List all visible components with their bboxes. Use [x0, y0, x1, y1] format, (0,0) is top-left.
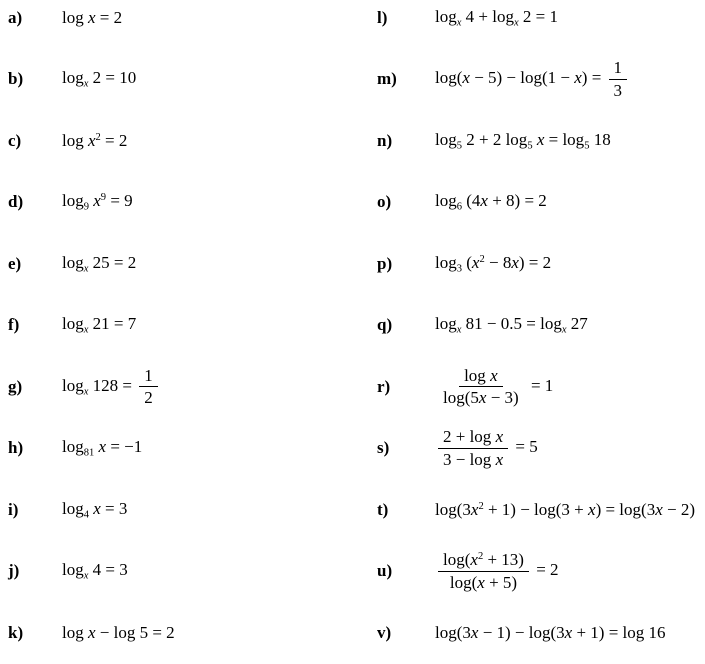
math-token-r: 2 = 10 — [88, 68, 137, 88]
math-token-r: ) = — [581, 68, 606, 88]
problem-label: p) — [377, 253, 393, 273]
math-token-i: x — [480, 191, 488, 211]
math-token-i: x — [87, 7, 96, 27]
math-token-r: 3 — [613, 80, 623, 100]
math-token-r: = 9 — [106, 191, 133, 211]
math-token-r: 2 — [144, 388, 153, 408]
math-token-i: x — [462, 68, 470, 88]
math-token-r: log — [62, 191, 84, 211]
problem-row — [0, 110, 352, 172]
problem-label: c) — [8, 130, 22, 150]
math-token-r: 2 + log — [443, 427, 496, 447]
math-token-r: 25 = 2 — [88, 252, 137, 272]
equation — [62, 68, 136, 90]
math-token-subi: x — [456, 325, 462, 337]
math-token-r: = log — [544, 129, 585, 149]
fraction-denominator — [445, 572, 522, 593]
math-token-r: log — [62, 130, 88, 150]
math-token-r: log — [464, 365, 491, 385]
problem-label: j) — [8, 561, 20, 581]
math-token-r: − 8 — [484, 252, 512, 272]
math-token-sub: 3 — [456, 263, 462, 275]
problem-label: q) — [377, 315, 393, 335]
problem-row — [352, 418, 705, 480]
math-token-r: log — [62, 7, 88, 27]
equation — [62, 131, 127, 151]
math-token-r: 1 — [613, 58, 623, 78]
fraction-numerator — [139, 366, 158, 388]
math-token-r: − log 5 = 2 — [95, 622, 175, 642]
problem-label: n) — [377, 130, 393, 150]
math-token-r: log — [62, 560, 84, 580]
math-token-r: 1 — [144, 365, 153, 385]
math-token-sup: 2 — [477, 551, 484, 563]
math-token-i: x — [470, 550, 478, 570]
problem-row — [352, 541, 705, 603]
problem-label: s) — [377, 438, 390, 458]
math-token-r: 3 − log — [443, 449, 496, 469]
problem-label: k) — [8, 622, 24, 642]
problem-row — [0, 295, 352, 357]
math-token-r: 4 + log — [461, 6, 514, 26]
fraction — [609, 58, 628, 100]
math-token-i: x — [98, 437, 107, 457]
math-token-i: x — [495, 449, 504, 469]
math-token-r: − 3) — [486, 388, 519, 408]
math-token-sup: 2 — [479, 254, 485, 266]
math-token-r: log — [435, 314, 457, 334]
math-token-subi: x — [513, 17, 519, 29]
math-token-r: − 1) − log(3 — [478, 622, 565, 642]
math-token-i: x — [588, 499, 596, 519]
math-token-r: log(5 — [443, 388, 479, 408]
problem-row — [352, 356, 705, 418]
math-token-i: x — [511, 252, 519, 272]
problem-label: t) — [377, 499, 389, 519]
math-token-i: x — [471, 252, 480, 272]
math-token-r: log — [435, 252, 457, 272]
equation — [435, 7, 558, 29]
math-token-sub: 5 — [456, 140, 462, 152]
fraction-numerator — [459, 366, 503, 388]
math-token-r: log — [62, 375, 84, 395]
math-token-subi: x — [456, 17, 462, 29]
math-token-r: 27 — [566, 314, 588, 334]
problem-row — [0, 172, 352, 234]
problem-row — [352, 602, 705, 664]
equation — [62, 191, 133, 213]
math-token-subi: x — [83, 386, 89, 398]
fraction-numerator — [609, 58, 628, 80]
equation — [435, 366, 553, 408]
math-token-r: log — [62, 252, 84, 272]
problem-label: h) — [8, 438, 24, 458]
fraction — [438, 427, 508, 469]
math-token-r: log — [62, 314, 84, 334]
math-token-r: = 5 — [511, 437, 538, 457]
problem-row — [0, 602, 352, 664]
math-token-r: + 1) = log 16 — [572, 622, 666, 642]
math-token-subi: x — [83, 325, 89, 337]
fraction-numerator — [438, 427, 508, 449]
math-token-r: 128 = — [88, 375, 137, 395]
math-token-i: x — [477, 572, 485, 592]
problem-label: e) — [8, 253, 22, 273]
fraction-numerator — [438, 550, 529, 572]
math-token-r: = 1 — [526, 375, 554, 395]
math-token-r: 81 − 0.5 = log — [461, 314, 562, 334]
math-token-sup: 2 — [478, 500, 484, 512]
problem-row — [0, 233, 352, 295]
equation — [435, 130, 611, 152]
math-token-r: log — [435, 129, 457, 149]
math-token-i: x — [564, 622, 573, 642]
math-token-r: log — [62, 622, 88, 642]
math-token-i: x — [495, 427, 504, 447]
fraction-denominator — [609, 80, 628, 101]
math-token-r: + 1) − log(3 + — [483, 499, 589, 519]
fraction-denominator — [438, 449, 508, 470]
math-token-subi: x — [83, 79, 89, 91]
math-token-sub: 81 — [83, 448, 95, 460]
equation — [435, 623, 666, 643]
equation — [435, 427, 538, 469]
problem-row — [0, 0, 352, 49]
problem-row — [0, 541, 352, 603]
math-token-i: x — [87, 622, 96, 642]
fraction — [438, 366, 524, 408]
equation — [435, 58, 630, 100]
math-token-sub: 5 — [584, 140, 590, 152]
equation — [62, 314, 136, 336]
math-token-r: = 3 — [100, 498, 128, 518]
problem-label: f) — [8, 315, 20, 335]
math-token-r: log — [62, 498, 84, 518]
math-token-i: x — [87, 130, 96, 150]
math-token-r: = 2 — [531, 560, 559, 580]
math-token-sup: 9 — [100, 192, 107, 204]
math-token-r: 4 = 3 — [88, 560, 128, 580]
problem-row — [352, 172, 705, 234]
math-token-sup: 2 — [95, 131, 101, 143]
math-token-r: ( — [462, 252, 472, 272]
problem-row — [352, 110, 705, 172]
math-token-r: + 8) = 2 — [487, 191, 547, 211]
math-token-r: 21 = 7 — [88, 314, 137, 334]
math-token-r: log — [62, 437, 84, 457]
math-token-r: ) = 2 — [518, 252, 552, 272]
equation — [435, 550, 559, 592]
math-token-i: x — [93, 191, 101, 211]
math-token-i: x — [470, 622, 479, 642]
math-token-i: x — [655, 499, 663, 519]
fraction — [438, 550, 529, 592]
math-token-i: x — [470, 499, 479, 519]
math-token-r: log( — [449, 572, 478, 592]
math-token-r: log(3 — [435, 622, 471, 642]
math-token-r: 2 + 2 log — [462, 129, 528, 149]
fraction-denominator — [139, 387, 158, 408]
problem-label: b) — [8, 69, 24, 89]
math-token-i: x — [93, 498, 101, 518]
math-token-sub: 9 — [83, 202, 89, 214]
math-token-i: x — [574, 68, 582, 88]
problem-label: d) — [8, 192, 24, 212]
equation — [62, 499, 127, 521]
problem-label: i) — [8, 499, 19, 519]
math-token-r: − 2) — [662, 499, 695, 519]
problem-label: m) — [377, 69, 397, 89]
math-token-r: + 13) — [483, 550, 524, 570]
math-token-sub: 5 — [527, 140, 533, 152]
math-token-subi: x — [83, 571, 89, 583]
problem-row — [0, 479, 352, 541]
math-token-r: + 5) — [484, 572, 518, 592]
fraction-denominator — [438, 387, 524, 408]
equation — [435, 314, 588, 336]
problem-row — [352, 295, 705, 357]
problem-label: o) — [377, 192, 392, 212]
problem-row — [0, 356, 352, 418]
math-token-r: 18 — [589, 129, 611, 149]
equation — [62, 623, 175, 643]
problem-label: r) — [377, 376, 391, 396]
math-token-r: log( — [443, 550, 471, 570]
column-right — [352, 0, 705, 664]
math-token-r: log — [62, 68, 84, 88]
equation — [435, 191, 547, 213]
math-token-r: − 5) − log(1 − — [469, 68, 575, 88]
problem-row — [0, 49, 352, 111]
problem-label: u) — [377, 561, 393, 581]
math-token-i: x — [478, 388, 487, 408]
math-token-subi: x — [83, 263, 89, 275]
math-token-r: = −1 — [106, 437, 143, 457]
problem-label: l) — [377, 7, 388, 27]
equation — [62, 253, 136, 275]
problem-row — [352, 479, 705, 541]
problem-label: g) — [8, 376, 23, 396]
math-token-r: log( — [435, 68, 463, 88]
math-token-r: = 2 — [100, 130, 128, 150]
math-token-r: log(3 — [435, 499, 471, 519]
equation — [62, 437, 142, 459]
fraction — [139, 366, 158, 408]
math-token-r: 2 = 1 — [518, 6, 559, 26]
math-token-r: log — [435, 6, 457, 26]
math-token-r: log — [435, 191, 457, 211]
math-token-subi: x — [561, 325, 567, 337]
column-left — [0, 0, 352, 664]
math-token-i: x — [536, 129, 545, 149]
problem-label: a) — [8, 7, 23, 27]
problem-row — [352, 233, 705, 295]
math-token-r: ) = log(3 — [595, 499, 656, 519]
problem-row — [352, 0, 705, 49]
equation — [62, 366, 161, 408]
math-token-sub: 4 — [83, 509, 89, 521]
equation — [62, 8, 122, 28]
problem-row — [0, 418, 352, 480]
equation — [62, 560, 128, 582]
math-token-r: = 2 — [95, 7, 123, 27]
math-token-r: (4 — [462, 191, 481, 211]
equation — [435, 500, 695, 520]
problem-label: v) — [377, 622, 392, 642]
equation — [435, 253, 551, 275]
problem-row — [352, 49, 705, 111]
math-token-i: x — [490, 365, 498, 385]
math-token-sub: 6 — [456, 202, 462, 214]
